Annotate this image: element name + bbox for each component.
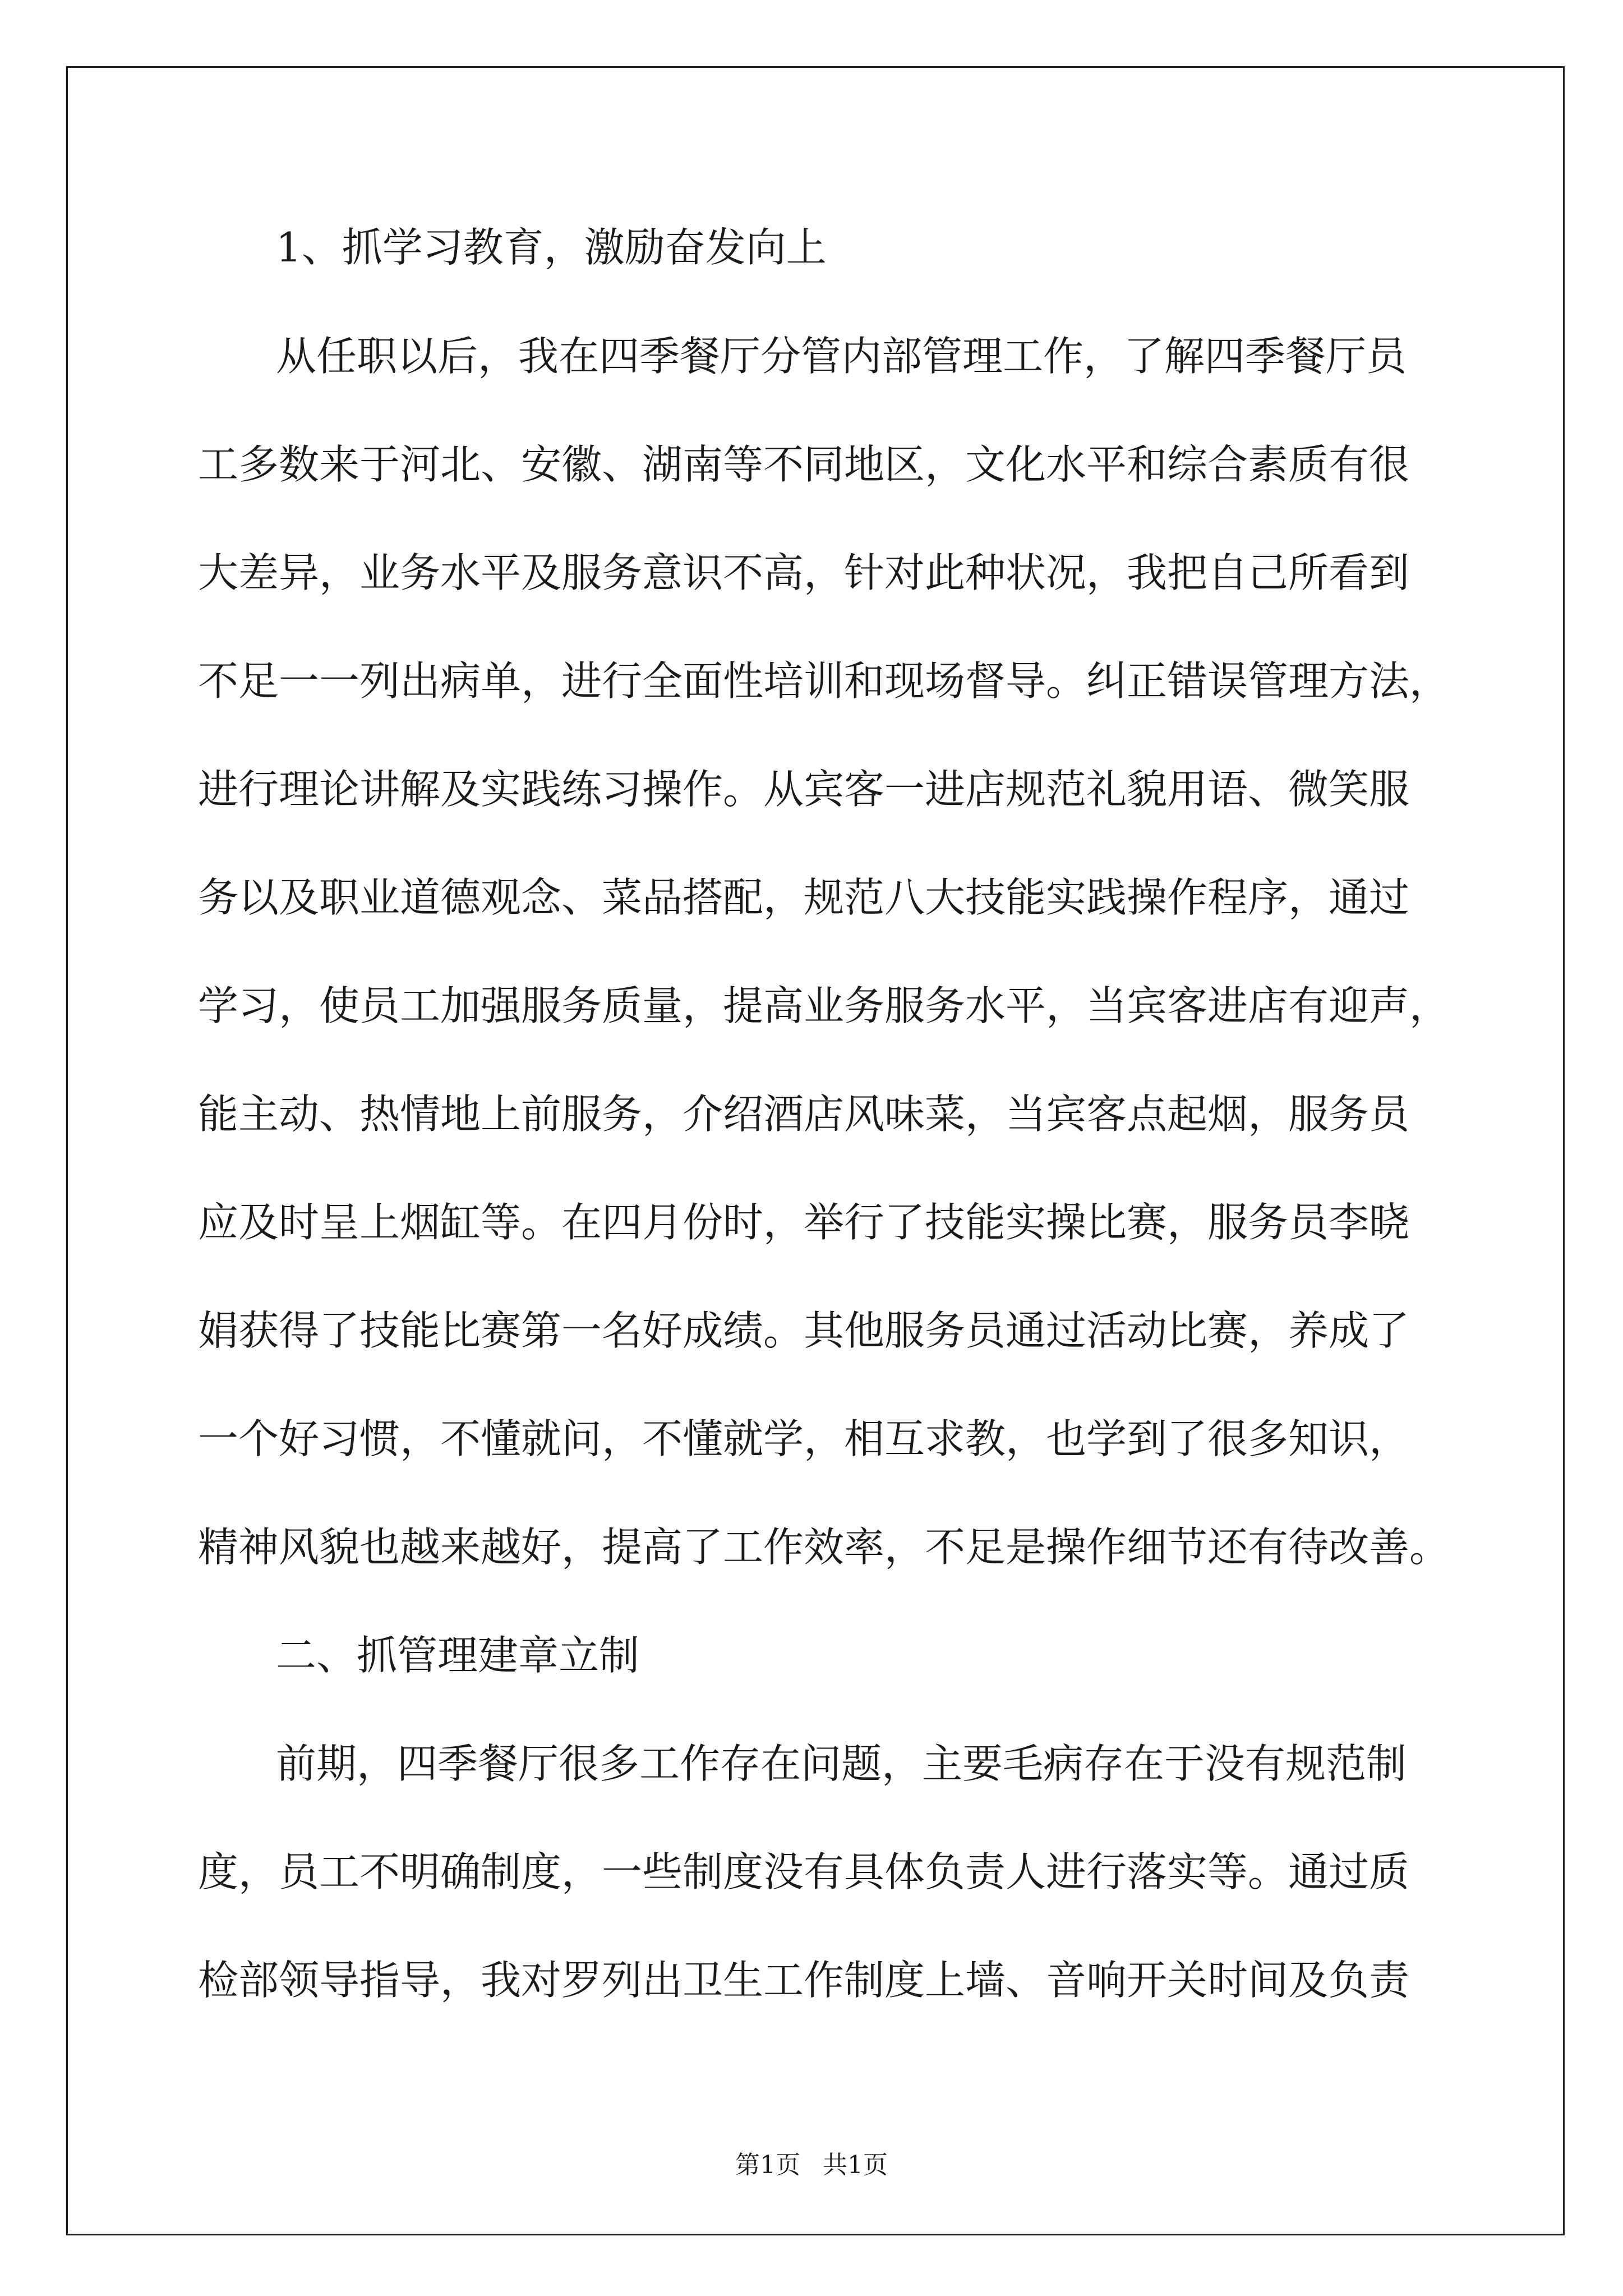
paragraph-line: 一个好习惯，不懂就问，不懂就学，相互求教，也学到了很多知识， xyxy=(198,1415,1410,1462)
paragraph-line: 度，员工不明确制度，一些制度没有具体负责人进行落实等。通过质 xyxy=(198,1848,1410,1895)
page-number: 第1页 xyxy=(735,2151,800,2179)
paragraph-line: 进行理论讲解及实践练习操作。从宾客一进店规范礼貌用语、微笑服 xyxy=(198,766,1410,813)
paragraph-line: 应及时呈上烟缸等。在四月份时，举行了技能实操比赛，服务员李晓 xyxy=(198,1199,1410,1246)
page-border xyxy=(66,66,1565,2235)
paragraph-line: 精神风貌也越来越好，提高了工作效率，不足是操作细节还有待改善。 xyxy=(198,1524,1450,1571)
paragraph-line: 不足一一列出病单，进行全面性培训和现场督导。纠正错误管理方法， xyxy=(198,657,1450,705)
page-total: 共1页 xyxy=(823,2151,888,2179)
paragraph-line: 大差异，业务水平及服务意识不高，针对此种状况，我把自己所看到 xyxy=(198,549,1410,596)
paragraph-line: 能主动、热情地上前服务，介绍酒店风味菜，当宾客点起烟，服务员 xyxy=(198,1091,1410,1138)
paragraph-line: 务以及职业道德观念、菜品搭配，规范八大技能实践操作程序，通过 xyxy=(198,874,1410,921)
heading-study-education: 1、抓学习教育，激励奋发向上 xyxy=(276,224,827,271)
paragraph-line: 前期，四季餐厅很多工作存在问题，主要毛病存在于没有规范制 xyxy=(276,1740,1407,1787)
paragraph-line: 学习，使员工加强服务质量，提高业务服务水平，当宾客进店有迎声， xyxy=(198,982,1450,1029)
paragraph-line: 从任职以后，我在四季餐厅分管内部管理工作，了解四季餐厅员 xyxy=(276,333,1407,380)
page-footer xyxy=(0,2150,1623,2181)
heading-management-rules: 二、抓管理建章立制 xyxy=(276,1632,640,1679)
paragraph-line: 工多数来于河北、安徽、湖南等不同地区，文化水平和综合素质有很 xyxy=(198,441,1410,488)
paragraph-line: 检部领导指导，我对罗列出卫生工作制度上墙、音响开关时间及负责 xyxy=(198,1957,1410,2004)
paragraph-line: 娟获得了技能比赛第一名好成绩。其他服务员通过活动比赛，养成了 xyxy=(198,1307,1410,1354)
